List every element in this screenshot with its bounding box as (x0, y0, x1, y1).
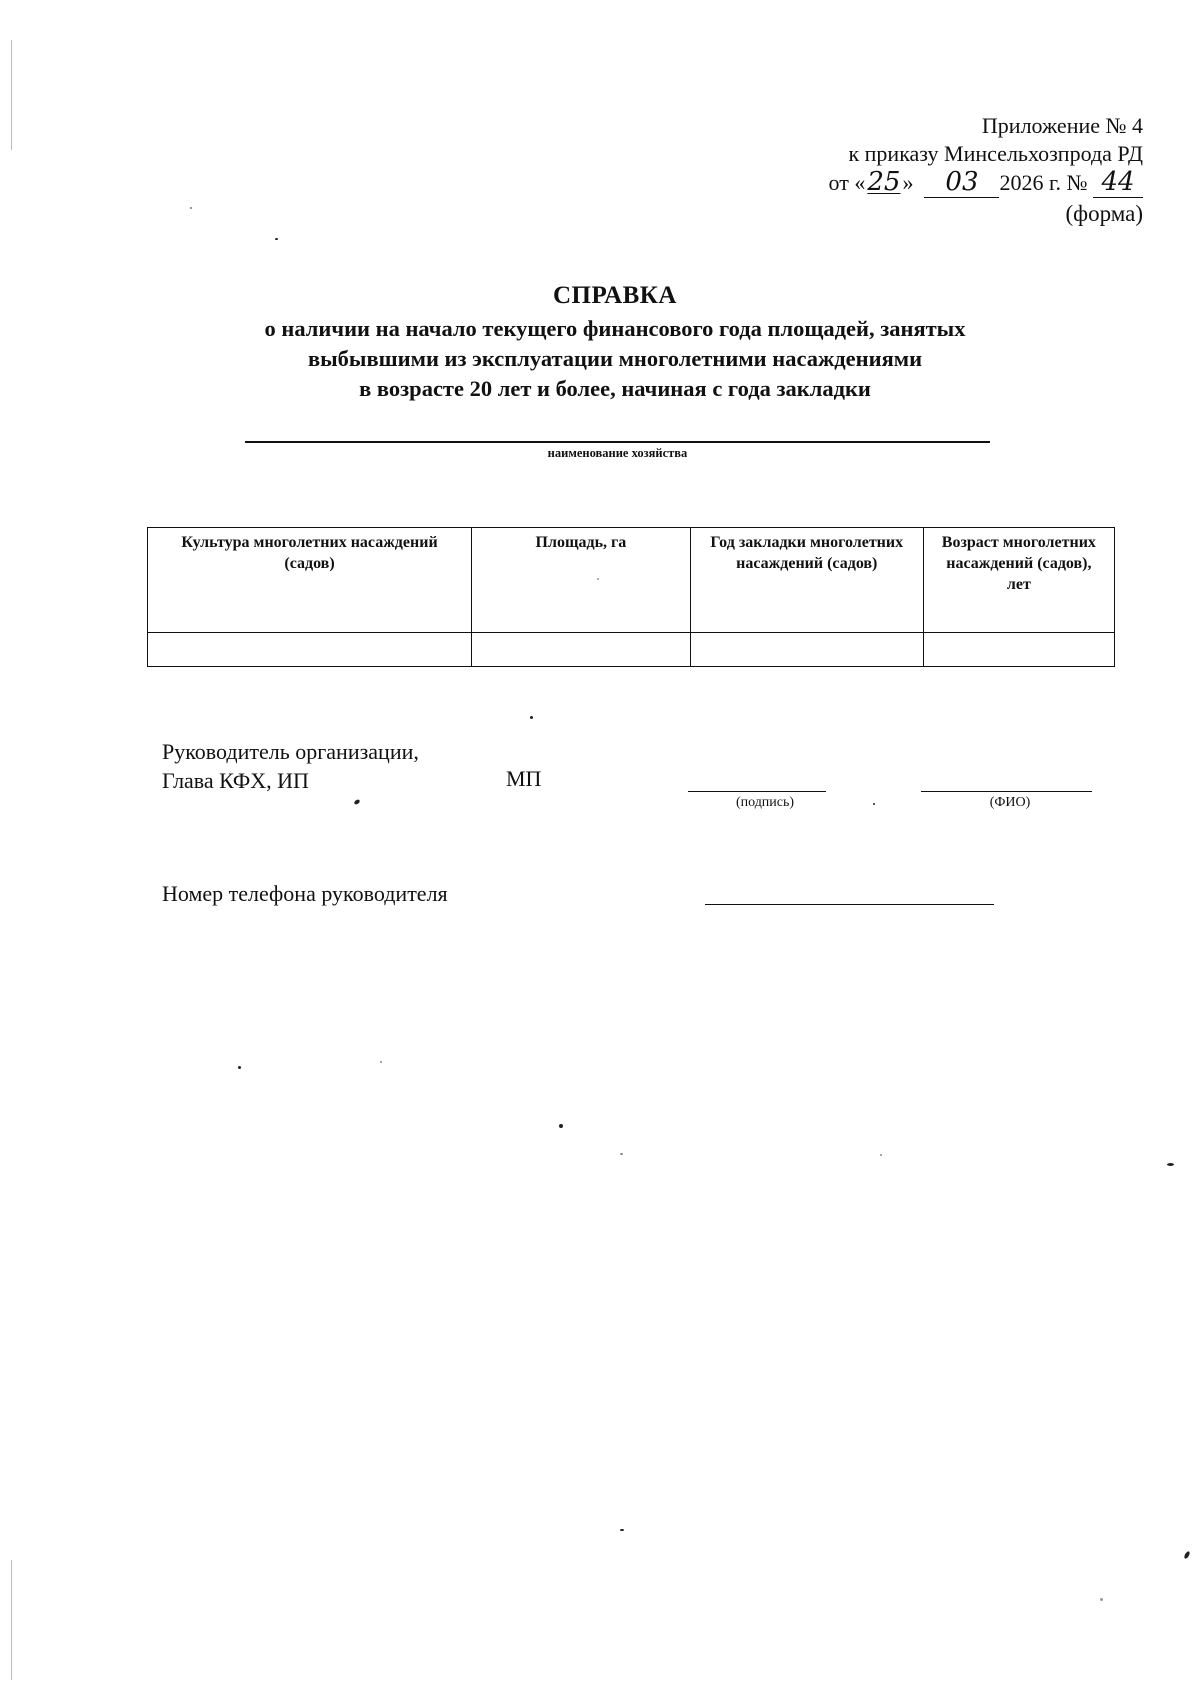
document-subtitle (150, 314, 1080, 404)
column-header-planting-year: Год закладки многолетних насаждений (садов) (690, 528, 923, 633)
phone-label: Номер телефона руководителя (162, 881, 448, 906)
farm-name-line (245, 441, 990, 443)
handwritten-order-number: 44 (1101, 167, 1135, 197)
table-row (148, 633, 1115, 667)
scan-speck (530, 716, 533, 719)
subtitle-line-1: о наличии на начало текущего финансового года площадей, занятых (264, 316, 966, 341)
title-block (150, 280, 1080, 404)
scan-speck (620, 1153, 623, 1155)
table-cell (472, 633, 691, 667)
scan-speck (620, 1529, 624, 1531)
scan-speck (1183, 1551, 1190, 1560)
farm-name-caption: наименование хозяйства (547, 446, 688, 460)
scan-speck (1100, 1598, 1103, 1601)
appendix-order-reference: к приказу Минсельхозпрода РД (848, 141, 1143, 166)
scan-speck (190, 207, 192, 209)
handwritten-day: 25 (867, 167, 901, 197)
signatory-title (162, 737, 419, 795)
signatory-line-1: Руководитель организации, (162, 739, 419, 764)
appendix-block (829, 112, 1143, 228)
subtitle-line-2: выбывшими из эксплуатации многолетними насаждениями (307, 346, 923, 371)
appendix-date-line (829, 168, 1143, 198)
scan-speck (873, 803, 875, 805)
month-blank (924, 168, 999, 198)
handwritten-month: 03 (945, 167, 979, 197)
subtitle-line-3: в возрасте 20 лет и более, начиная с года закладки (359, 376, 871, 401)
form-label: (форма) (1065, 201, 1143, 226)
column-header-age: Возраст многолетних насаждений (садов), лет (923, 528, 1114, 633)
column-header-culture: Культура многолетних насаждений (садов) (148, 528, 472, 633)
phone-line (705, 904, 994, 905)
date-prefix: от « (828, 170, 866, 195)
table-cell (690, 633, 923, 667)
scan-speck (880, 1154, 882, 1156)
scan-speck (353, 799, 360, 806)
table-header-row (148, 528, 1115, 633)
date-day-close: » (902, 170, 914, 195)
scan-edge-mark (11, 40, 12, 150)
document-title: СПРАВКА (553, 282, 677, 309)
scan-speck (559, 1124, 563, 1128)
scan-speck (275, 238, 278, 240)
stamp-place-label: МП (506, 766, 542, 791)
column-header-area: Площадь, га (472, 528, 691, 633)
scan-speck (597, 578, 599, 580)
scan-edge-mark (11, 1560, 12, 1680)
signature-caption: (подпись) (735, 795, 795, 810)
signature-line (688, 791, 826, 792)
date-year-and-number-label: 2026 г. № (999, 170, 1088, 195)
table-cell (923, 633, 1114, 667)
signatory-line-2: Глава КФХ, ИП (162, 768, 309, 793)
scan-speck (238, 1066, 241, 1069)
plantings-table (147, 527, 1115, 667)
table-cell (148, 633, 472, 667)
full-name-line (921, 791, 1092, 792)
appendix-number: Приложение № 4 (981, 113, 1143, 138)
scan-speck (1167, 1163, 1174, 1166)
scan-speck (380, 1061, 382, 1063)
order-number-blank (1093, 168, 1143, 198)
full-name-caption: (ФИО) (989, 795, 1031, 810)
